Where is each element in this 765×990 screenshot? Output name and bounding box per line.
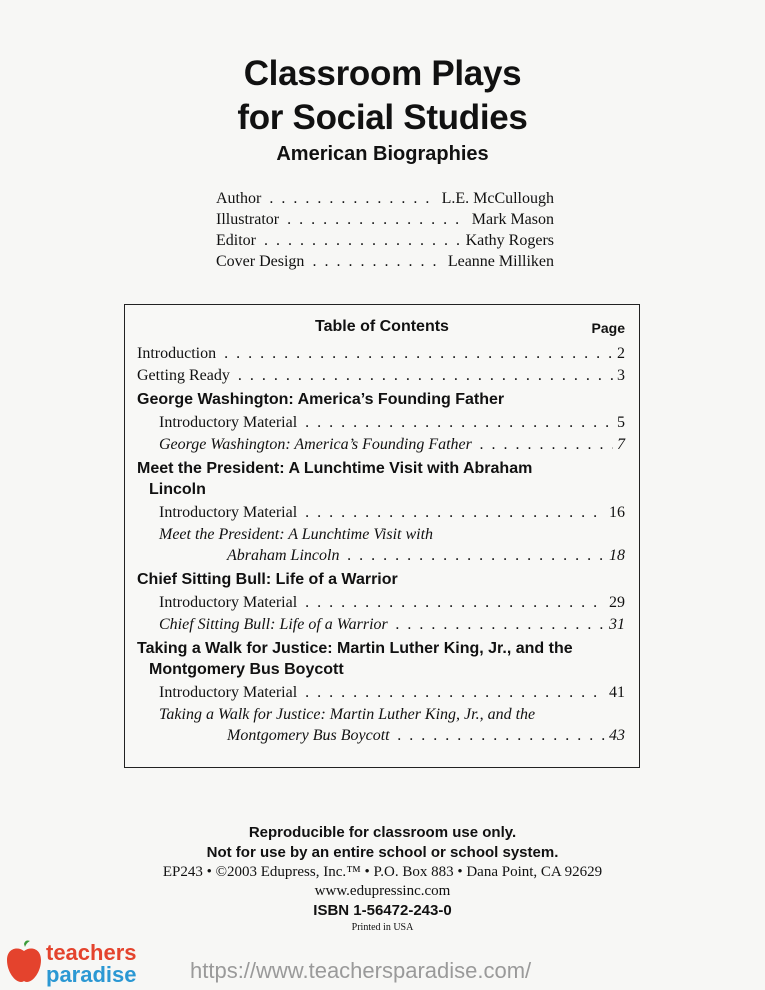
credit-cover-design bbox=[216, 253, 554, 274]
toc-heading: Table of Contents bbox=[315, 318, 449, 335]
dot-leader bbox=[305, 592, 605, 614]
toc-entry-introduction[interactable] bbox=[137, 343, 625, 365]
apple-icon bbox=[4, 940, 44, 984]
footer-isbn: ISBN 1-56472-243-0 bbox=[313, 902, 452, 919]
toc-entry-getting-ready[interactable] bbox=[137, 365, 625, 387]
toc-entry-page: 18 bbox=[609, 547, 625, 564]
credit-role: Illustrator bbox=[216, 211, 280, 228]
section-title-line: Lincoln bbox=[149, 481, 206, 498]
logo-word-teachers: teachers bbox=[46, 940, 137, 965]
credit-role: Editor bbox=[216, 232, 256, 249]
footer-publisher: EP243 • ©2003 Edupress, Inc.™ • P.O. Box 883 • Dana Point, CA 92629 bbox=[162, 864, 603, 880]
toc-entry-page: 31 bbox=[609, 616, 625, 633]
toc-entry-label: Introductory Material bbox=[159, 504, 298, 521]
toc-entry-page: 3 bbox=[617, 367, 625, 384]
toc-entry-mlk-play-line1[interactable]: Taking a Walk for Justice: Martin Luther King, Jr., and the bbox=[159, 706, 536, 723]
toc-section-title-lincoln bbox=[137, 458, 625, 500]
toc-entry-label: Chief Sitting Bull: Life of a Warrior bbox=[159, 616, 388, 633]
credit-name: Leanne Milliken bbox=[447, 253, 554, 270]
toc-entry-lincoln-intro[interactable] bbox=[137, 502, 625, 524]
toc-entry-label: Introductory Material bbox=[159, 684, 298, 701]
book-title bbox=[0, 52, 765, 140]
toc-entry-label: Introduction bbox=[137, 345, 217, 362]
toc-entry-page: 5 bbox=[617, 414, 625, 431]
toc-entry-mlk-play[interactable] bbox=[137, 725, 625, 747]
dot-leader bbox=[264, 232, 462, 250]
dot-leader bbox=[269, 190, 437, 208]
title-line-2: for Social Studies bbox=[237, 98, 528, 137]
toc-section-title-sitting-bull: Chief Sitting Bull: Life of a Warrior bbox=[137, 571, 398, 588]
toc-section-title-washington: George Washington: America’s Founding Father bbox=[137, 391, 505, 408]
toc-entries bbox=[137, 343, 625, 747]
dot-leader bbox=[224, 343, 613, 365]
toc-entry-label: Getting Ready bbox=[137, 367, 230, 384]
credit-name: L.E. McCullough bbox=[441, 190, 554, 207]
dot-leader bbox=[305, 412, 613, 434]
toc-entry-washington-play[interactable] bbox=[137, 434, 625, 456]
credit-role: Cover Design bbox=[216, 253, 305, 270]
dot-leader bbox=[287, 211, 468, 229]
credit-name: Mark Mason bbox=[471, 211, 554, 228]
toc-entry-label: Introductory Material bbox=[159, 594, 298, 611]
toc-entry-sitting-bull-play[interactable] bbox=[137, 614, 625, 636]
toc-section-title-mlk bbox=[137, 638, 625, 680]
section-title-line: Taking a Walk for Justice: Martin Luther King, Jr., and the bbox=[137, 640, 573, 657]
credit-illustrator bbox=[216, 211, 554, 232]
toc-entry-page: 2 bbox=[617, 345, 625, 362]
toc-entry-label: Introductory Material bbox=[159, 414, 298, 431]
toc-entry-page: 7 bbox=[617, 436, 625, 453]
dot-leader bbox=[238, 365, 613, 387]
dot-leader bbox=[398, 725, 605, 747]
footer-reproducible: Reproducible for classroom use only. bbox=[248, 824, 517, 841]
toc-entry-page: 41 bbox=[609, 684, 625, 701]
credits-list bbox=[216, 190, 554, 274]
dot-leader bbox=[396, 614, 605, 636]
footer-restriction: Not for use by an entire school or school system. bbox=[206, 844, 559, 861]
toc-entry-washington-intro[interactable] bbox=[137, 412, 625, 434]
footer bbox=[0, 823, 765, 935]
toc-page-heading: Page bbox=[591, 320, 625, 336]
toc-entry-lincoln-play-line1[interactable]: Meet the President: A Lunchtime Visit with bbox=[159, 526, 434, 543]
toc-entry-page: 43 bbox=[609, 727, 625, 744]
dot-leader bbox=[480, 434, 613, 456]
credit-editor bbox=[216, 232, 554, 253]
dot-leader bbox=[305, 682, 605, 704]
toc-entry-sitting-bull-intro[interactable] bbox=[137, 592, 625, 614]
teachers-paradise-logo[interactable] bbox=[4, 940, 164, 986]
title-line-1: Classroom Plays bbox=[243, 54, 522, 93]
footer-printed: Printed in USA bbox=[351, 922, 414, 933]
dot-leader bbox=[305, 502, 605, 524]
footer-website[interactable]: www.edupressinc.com bbox=[314, 883, 451, 899]
toc-entry-lincoln-play[interactable] bbox=[137, 545, 625, 567]
section-title-line: Montgomery Bus Boycott bbox=[149, 661, 344, 678]
credit-author bbox=[216, 190, 554, 211]
watermark-url[interactable]: https://www.teachersparadise.com/ bbox=[190, 958, 532, 983]
toc-entry-label: Abraham Lincoln bbox=[227, 547, 340, 564]
credit-name: Kathy Rogers bbox=[465, 232, 554, 249]
credit-role: Author bbox=[216, 190, 262, 207]
toc-entry-mlk-intro[interactable] bbox=[137, 682, 625, 704]
toc-entry-page: 16 bbox=[609, 504, 625, 521]
dot-leader bbox=[347, 545, 605, 567]
table-of-contents bbox=[124, 304, 640, 768]
toc-entry-page: 29 bbox=[609, 594, 625, 611]
dot-leader bbox=[312, 253, 443, 271]
section-title-line: Meet the President: A Lunchtime Visit with Abraham bbox=[137, 460, 533, 477]
book-subtitle: American Biographies bbox=[276, 143, 489, 165]
toc-entry-label: Montgomery Bus Boycott bbox=[227, 727, 390, 744]
toc-entry-label: George Washington: America’s Founding Father bbox=[159, 436, 472, 453]
logo-word-paradise: paradise bbox=[46, 962, 137, 987]
